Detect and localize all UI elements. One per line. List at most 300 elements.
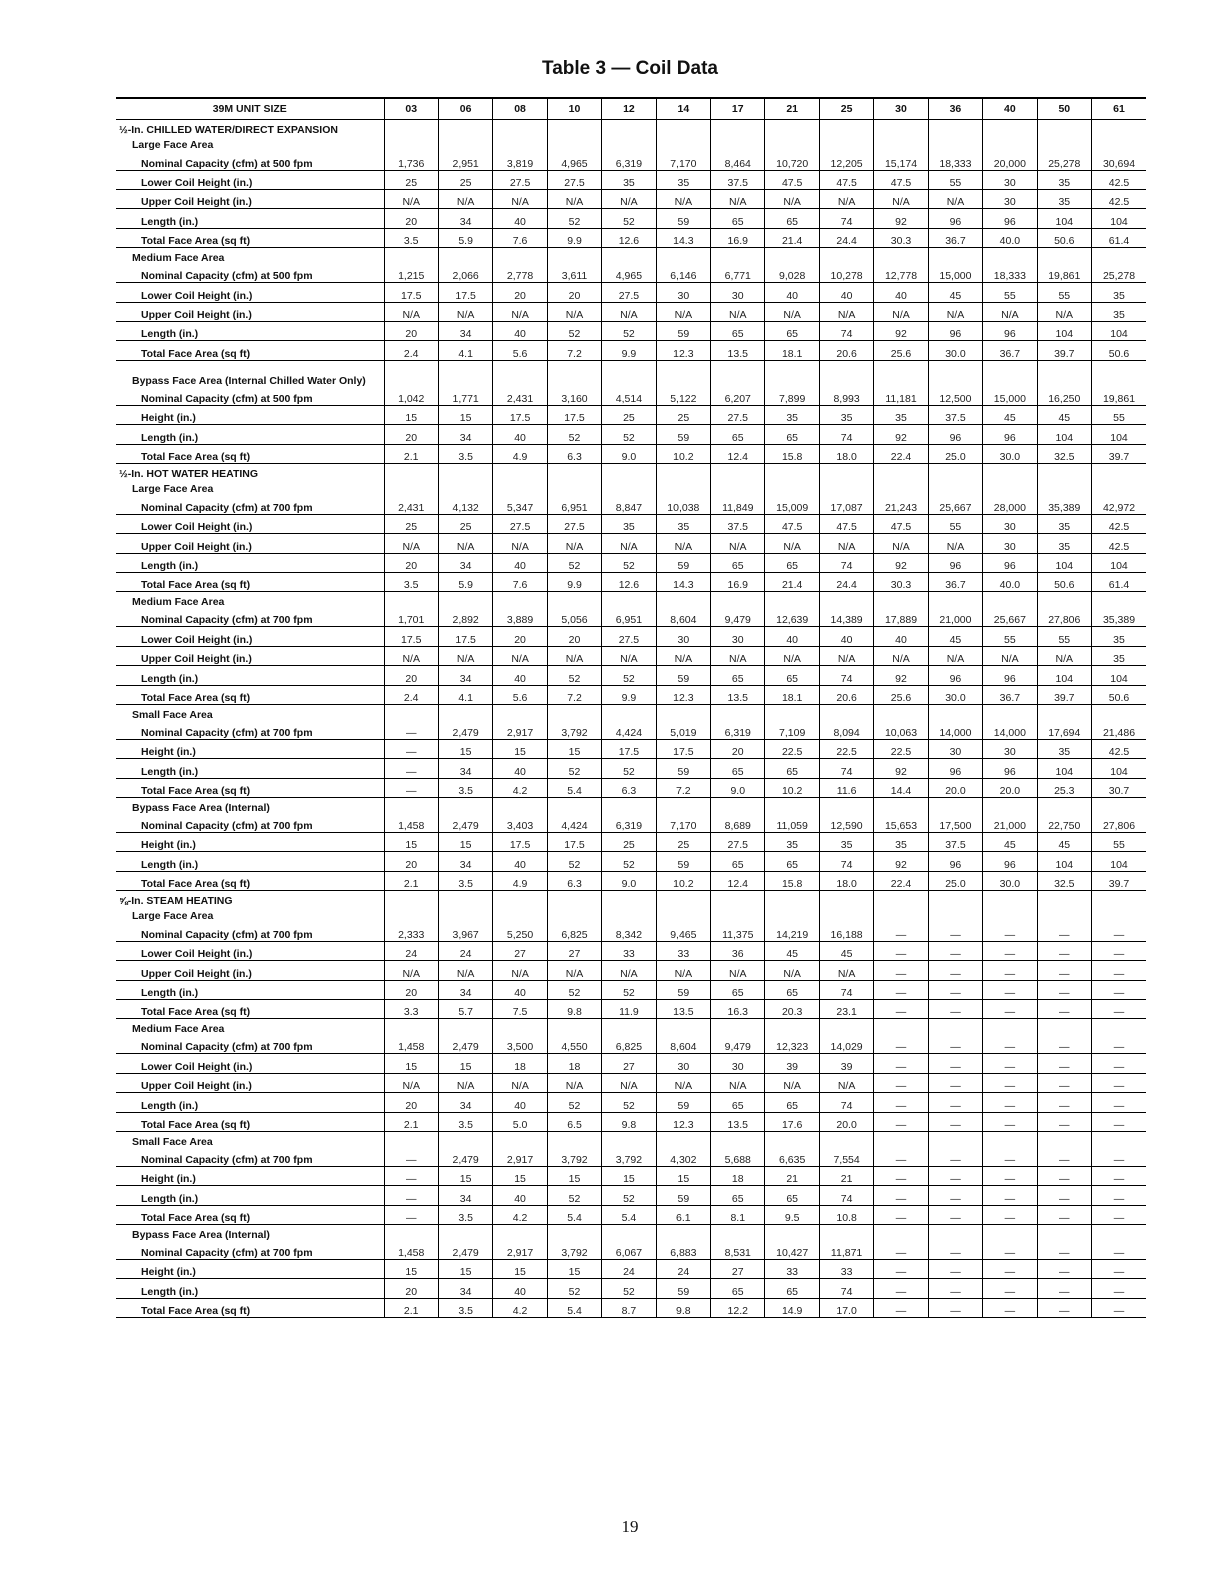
section-heading — [116, 464, 1146, 480]
table-cell: 10,038 — [656, 495, 710, 514]
table-cell: 30.7 — [1092, 778, 1147, 797]
table-cell: 25,667 — [928, 495, 982, 514]
table-cell: 35 — [1037, 189, 1091, 208]
empty-cell — [493, 704, 547, 720]
table-cell: N/A — [547, 646, 601, 665]
table-cell: 39 — [819, 1054, 873, 1073]
empty-cell — [602, 136, 656, 152]
table-cell: 27.5 — [547, 514, 601, 533]
table-cell: 74 — [819, 321, 873, 340]
empty-cell — [819, 360, 873, 387]
table-cell: 11.6 — [819, 778, 873, 797]
table-cell: 39.7 — [1092, 444, 1147, 463]
table-cell: 52 — [602, 980, 656, 999]
table-row — [116, 961, 1146, 980]
table-cell: 30.0 — [983, 444, 1037, 463]
table-cell: 2.1 — [384, 1112, 438, 1131]
table-cell: — — [874, 961, 928, 980]
table-cell: 30 — [711, 627, 765, 646]
group-heading-label: Large Face Area — [132, 139, 214, 152]
table-cell: 12,500 — [928, 387, 982, 406]
table-cell: 2,917 — [493, 721, 547, 740]
table-cell: 3,792 — [547, 1241, 601, 1260]
table-row — [116, 387, 1146, 406]
table-cell: 12,205 — [819, 151, 873, 170]
table-cell: 96 — [983, 666, 1037, 685]
table-cell: N/A — [983, 302, 1037, 321]
table-cell: 40 — [874, 283, 928, 302]
table-cell: — — [1092, 1186, 1147, 1205]
table-cell: 2,778 — [493, 264, 547, 283]
table-cell: — — [384, 1166, 438, 1185]
table-cell: 17,694 — [1037, 721, 1091, 740]
table-cell: 50.6 — [1037, 573, 1091, 592]
table-cell: 40.0 — [983, 228, 1037, 247]
table-cell: 21,000 — [983, 814, 1037, 833]
table-cell: 35 — [819, 406, 873, 425]
table-cell: 4,424 — [602, 721, 656, 740]
table-cell: 6,951 — [547, 495, 601, 514]
table-cell: 18 — [547, 1054, 601, 1073]
table-cell: 34 — [438, 553, 492, 572]
table-cell: — — [874, 1166, 928, 1185]
table-cell: 40 — [493, 1186, 547, 1205]
table-cell: 9,479 — [711, 608, 765, 627]
table-cell: 3.5 — [438, 1205, 492, 1224]
table-cell: 18,333 — [983, 264, 1037, 283]
table-cell: 2.4 — [384, 685, 438, 704]
table-cell: 6,825 — [602, 1035, 656, 1054]
table-cell: 2,951 — [438, 151, 492, 170]
empty-cell — [1037, 891, 1091, 907]
empty-cell — [493, 891, 547, 907]
empty-cell — [765, 360, 819, 387]
table-row — [116, 1279, 1146, 1298]
table-cell: 30.0 — [928, 341, 982, 360]
table-cell: 2.1 — [384, 444, 438, 463]
table-cell: 39 — [765, 1054, 819, 1073]
row-label: Lower Coil Height (in.) — [116, 283, 384, 302]
row-label: Height (in.) — [116, 1166, 384, 1185]
table-cell: 59 — [656, 1093, 710, 1112]
table-cell: 45 — [928, 627, 982, 646]
unit-size-10: 10 — [547, 98, 601, 120]
table-cell: 15 — [547, 1260, 601, 1279]
table-cell: 14.3 — [656, 573, 710, 592]
table-cell: 65 — [765, 1093, 819, 1112]
row-label: Total Face Area (sq ft) — [116, 1000, 384, 1019]
table-cell: 52 — [547, 1279, 601, 1298]
group-heading — [116, 798, 1146, 814]
table-cell: 65 — [711, 553, 765, 572]
table-cell: — — [1037, 1260, 1091, 1279]
table-cell: 5,347 — [493, 495, 547, 514]
section-heading-label: ½-In. HOT WATER HEATING — [116, 464, 384, 480]
table-cell: N/A — [602, 302, 656, 321]
table-cell: N/A — [819, 302, 873, 321]
table-cell: 104 — [1037, 852, 1091, 871]
table-cell: 3,819 — [493, 151, 547, 170]
table-cell: 21,243 — [874, 495, 928, 514]
empty-cell — [983, 1019, 1037, 1035]
empty-cell — [928, 1131, 982, 1147]
table-row — [116, 646, 1146, 665]
table-cell: 3.5 — [438, 1298, 492, 1317]
table-cell: 15 — [493, 739, 547, 758]
table-cell: 12,778 — [874, 264, 928, 283]
table-cell: — — [1037, 1073, 1091, 1092]
row-label: Nominal Capacity (cfm) at 700 fpm — [116, 608, 384, 627]
table-cell: 42,972 — [1092, 495, 1147, 514]
table-row — [116, 264, 1146, 283]
empty-cell — [656, 907, 710, 923]
table-cell: — — [983, 1000, 1037, 1019]
table-cell: 96 — [983, 553, 1037, 572]
empty-cell — [493, 136, 547, 152]
table-cell: 104 — [1092, 759, 1147, 778]
table-cell: 7,109 — [765, 721, 819, 740]
table-cell: 20 — [384, 209, 438, 228]
empty-cell — [711, 1225, 765, 1241]
empty-cell — [384, 907, 438, 923]
table-cell: 12.6 — [602, 573, 656, 592]
table-cell: 52 — [547, 666, 601, 685]
table-cell: 52 — [602, 1093, 656, 1112]
table-cell: 5.9 — [438, 228, 492, 247]
empty-cell — [874, 907, 928, 923]
row-label: Nominal Capacity (cfm) at 500 fpm — [116, 264, 384, 283]
table-row — [116, 1112, 1146, 1131]
table-cell: 96 — [983, 425, 1037, 444]
table-cell: 20 — [384, 1279, 438, 1298]
table-row — [116, 1054, 1146, 1073]
table-cell: 7.2 — [547, 341, 601, 360]
empty-cell — [874, 136, 928, 152]
table-cell: 17.5 — [438, 627, 492, 646]
table-cell: 17.6 — [765, 1112, 819, 1131]
empty-cell — [765, 798, 819, 814]
table-cell: 96 — [983, 321, 1037, 340]
table-cell: 1,458 — [384, 814, 438, 833]
empty-cell — [602, 120, 656, 136]
table-cell: 65 — [711, 666, 765, 685]
row-label: Upper Coil Height (in.) — [116, 961, 384, 980]
table-cell: — — [983, 1298, 1037, 1317]
table-cell: — — [1092, 1279, 1147, 1298]
table-cell: 12.4 — [711, 871, 765, 890]
table-cell: N/A — [765, 189, 819, 208]
empty-cell — [384, 592, 438, 608]
table-cell: 9.9 — [547, 573, 601, 592]
table-cell: 20.0 — [983, 778, 1037, 797]
table-cell: — — [1092, 1166, 1147, 1185]
empty-cell — [384, 464, 438, 480]
table-cell: 35 — [1092, 627, 1147, 646]
table-cell: — — [1037, 1000, 1091, 1019]
table-cell: — — [983, 1166, 1037, 1185]
empty-cell — [928, 592, 982, 608]
table-cell: N/A — [874, 189, 928, 208]
table-cell: 52 — [602, 852, 656, 871]
row-label: Total Face Area (sq ft) — [116, 1112, 384, 1131]
table-cell: 35 — [656, 514, 710, 533]
empty-cell — [711, 798, 765, 814]
empty-cell — [819, 907, 873, 923]
table-cell: 92 — [874, 209, 928, 228]
empty-cell — [819, 798, 873, 814]
table-cell: N/A — [602, 189, 656, 208]
table-cell: 8,464 — [711, 151, 765, 170]
table-cell: 18 — [711, 1166, 765, 1185]
empty-cell — [711, 891, 765, 907]
table-cell: — — [1037, 1279, 1091, 1298]
table-cell: 6.3 — [602, 778, 656, 797]
table-cell: 14,000 — [928, 721, 982, 740]
empty-cell — [493, 798, 547, 814]
empty-cell — [1092, 798, 1147, 814]
empty-cell — [711, 704, 765, 720]
table-row — [116, 1298, 1146, 1317]
table-cell: 65 — [765, 209, 819, 228]
table-cell: 35 — [1037, 170, 1091, 189]
table-cell: 65 — [711, 1093, 765, 1112]
table-cell: 20 — [384, 553, 438, 572]
table-cell: — — [384, 1186, 438, 1205]
empty-cell — [874, 480, 928, 496]
table-cell: 40 — [819, 283, 873, 302]
table-cell: 24.4 — [819, 573, 873, 592]
table-cell: N/A — [547, 534, 601, 553]
table-cell: — — [1037, 1093, 1091, 1112]
table-cell: 25 — [438, 514, 492, 533]
group-heading — [116, 1131, 1146, 1147]
table-cell: 104 — [1092, 425, 1147, 444]
table-cell: 16.9 — [711, 573, 765, 592]
table-cell: 20 — [384, 666, 438, 685]
table-cell: — — [983, 1035, 1037, 1054]
group-heading-label: Bypass Face Area (Internal) — [116, 798, 384, 814]
table-cell: 1,701 — [384, 608, 438, 627]
table-cell: 12,323 — [765, 1035, 819, 1054]
table-cell: 34 — [438, 1093, 492, 1112]
table-cell: 40 — [493, 209, 547, 228]
table-cell: 5.6 — [493, 341, 547, 360]
row-label: Nominal Capacity (cfm) at 700 fpm — [116, 1035, 384, 1054]
table-cell: N/A — [384, 534, 438, 553]
table-cell: 36.7 — [928, 228, 982, 247]
table-cell: 40 — [493, 666, 547, 685]
table-cell: — — [874, 1054, 928, 1073]
empty-cell — [656, 360, 710, 387]
table-cell: — — [1092, 980, 1147, 999]
empty-cell — [384, 136, 438, 152]
table-cell: — — [983, 961, 1037, 980]
empty-cell — [928, 360, 982, 387]
empty-cell — [384, 891, 438, 907]
table-cell: 40 — [493, 425, 547, 444]
table-cell: 17.5 — [547, 833, 601, 852]
table-cell: 3,403 — [493, 814, 547, 833]
table-cell: 65 — [765, 852, 819, 871]
table-cell: 17,500 — [928, 814, 982, 833]
table-cell: — — [874, 1112, 928, 1131]
table-cell: 4,424 — [547, 814, 601, 833]
table-cell: 32.5 — [1037, 444, 1091, 463]
table-cell: — — [983, 1279, 1037, 1298]
table-cell: 20 — [711, 739, 765, 758]
table-cell: 35 — [1037, 739, 1091, 758]
row-label: Nominal Capacity (cfm) at 700 fpm — [116, 495, 384, 514]
table-cell: — — [928, 1241, 982, 1260]
table-cell: 14.9 — [765, 1298, 819, 1317]
table-cell: 10.2 — [765, 778, 819, 797]
table-cell: 22.4 — [874, 444, 928, 463]
table-cell: 15,000 — [983, 387, 1037, 406]
table-cell: 9.8 — [656, 1298, 710, 1317]
table-cell: 24 — [656, 1260, 710, 1279]
table-cell: 96 — [928, 321, 982, 340]
empty-cell — [602, 360, 656, 387]
table-cell: 65 — [765, 1186, 819, 1205]
table-cell: 17.5 — [602, 739, 656, 758]
table-cell: 45 — [983, 833, 1037, 852]
table-cell: 5,122 — [656, 387, 710, 406]
empty-cell — [493, 1131, 547, 1147]
table-cell: 18.1 — [765, 685, 819, 704]
table-cell: — — [983, 1054, 1037, 1073]
table-cell: — — [384, 759, 438, 778]
table-cell: 7,899 — [765, 387, 819, 406]
table-cell: 15 — [438, 739, 492, 758]
empty-cell — [656, 248, 710, 264]
table-cell: 10.8 — [819, 1205, 873, 1224]
row-label: Total Face Area (sq ft) — [116, 685, 384, 704]
table-cell: N/A — [547, 961, 601, 980]
empty-cell — [874, 1131, 928, 1147]
table-cell: 9.8 — [547, 1000, 601, 1019]
table-cell: 42.5 — [1092, 189, 1147, 208]
table-cell: — — [928, 1205, 982, 1224]
row-label: Length (in.) — [116, 666, 384, 685]
table-cell: 25 — [656, 833, 710, 852]
table-cell: 3,967 — [438, 922, 492, 941]
table-cell: 5.4 — [547, 1298, 601, 1317]
table-cell: 25.6 — [874, 685, 928, 704]
table-cell: 47.5 — [819, 514, 873, 533]
table-cell: — — [1092, 941, 1147, 960]
table-cell: 47.5 — [765, 170, 819, 189]
table-cell: 10,720 — [765, 151, 819, 170]
table-cell: 15 — [656, 1166, 710, 1185]
table-cell: 5.4 — [547, 778, 601, 797]
table-cell: — — [874, 1279, 928, 1298]
table-cell: 16.3 — [711, 1000, 765, 1019]
table-row — [116, 1000, 1146, 1019]
table-cell: 22.5 — [874, 739, 928, 758]
table-cell: — — [384, 721, 438, 740]
table-cell: 6,067 — [602, 1241, 656, 1260]
empty-cell — [874, 1019, 928, 1035]
unit-size-50: 50 — [1037, 98, 1091, 120]
table-cell: 104 — [1037, 209, 1091, 228]
table-cell: 2,892 — [438, 608, 492, 627]
table-cell: 40 — [493, 321, 547, 340]
table-cell: 47.5 — [765, 514, 819, 533]
table-cell: 27.5 — [493, 170, 547, 189]
table-cell: 1,458 — [384, 1241, 438, 1260]
empty-cell — [928, 1225, 982, 1241]
table-cell: — — [983, 1186, 1037, 1205]
table-cell: 52 — [602, 209, 656, 228]
empty-cell — [384, 360, 438, 387]
table-cell: — — [1037, 961, 1091, 980]
table-cell: 6,771 — [711, 264, 765, 283]
table-cell: 37.5 — [928, 406, 982, 425]
table-cell: 2,479 — [438, 1241, 492, 1260]
table-row — [116, 1035, 1146, 1054]
empty-cell — [711, 360, 765, 387]
row-label: Length (in.) — [116, 1186, 384, 1205]
empty-cell — [438, 136, 492, 152]
table-cell: 20 — [493, 627, 547, 646]
empty-cell — [1092, 1131, 1147, 1147]
table-cell: — — [874, 1093, 928, 1112]
table-cell: 18.0 — [819, 871, 873, 890]
table-cell: 15 — [493, 1166, 547, 1185]
group-heading-label: Bypass Face Area (Internal) — [116, 1225, 384, 1241]
table-cell: 15 — [384, 406, 438, 425]
table-cell: 22.5 — [819, 739, 873, 758]
table-cell: 13.5 — [711, 341, 765, 360]
table-cell: 65 — [765, 666, 819, 685]
table-cell: 2,431 — [384, 495, 438, 514]
table-cell: 65 — [711, 1279, 765, 1298]
table-cell: N/A — [874, 534, 928, 553]
table-cell: 6.3 — [547, 444, 601, 463]
table-cell: 9,028 — [765, 264, 819, 283]
table-cell: 65 — [765, 759, 819, 778]
table-row — [116, 685, 1146, 704]
table-cell: 52 — [547, 1093, 601, 1112]
table-cell: 6,825 — [547, 922, 601, 941]
table-cell: 25 — [438, 170, 492, 189]
table-cell: — — [1092, 1205, 1147, 1224]
unit-size-03: 03 — [384, 98, 438, 120]
empty-cell — [438, 1225, 492, 1241]
table-cell: — — [874, 922, 928, 941]
table-cell: 2,917 — [493, 1148, 547, 1167]
table-cell: 17.5 — [656, 739, 710, 758]
unit-size-header: 39M UNIT SIZE — [116, 98, 384, 120]
table-cell: 25 — [384, 170, 438, 189]
row-label: Total Face Area (sq ft) — [116, 1205, 384, 1224]
table-cell: — — [1092, 1260, 1147, 1279]
table-cell: 5.9 — [438, 573, 492, 592]
table-cell: 23.1 — [819, 1000, 873, 1019]
empty-cell — [384, 798, 438, 814]
empty-cell — [819, 592, 873, 608]
table-cell: 35 — [765, 406, 819, 425]
table-cell: 2,917 — [493, 1241, 547, 1260]
unit-size-06: 06 — [438, 98, 492, 120]
table-cell: — — [874, 1073, 928, 1092]
table-cell: 4,302 — [656, 1148, 710, 1167]
table-cell: 2,431 — [493, 387, 547, 406]
table-cell: — — [1037, 1241, 1091, 1260]
table-cell: 4.1 — [438, 341, 492, 360]
table-cell: 52 — [547, 425, 601, 444]
table-cell: 8,342 — [602, 922, 656, 941]
